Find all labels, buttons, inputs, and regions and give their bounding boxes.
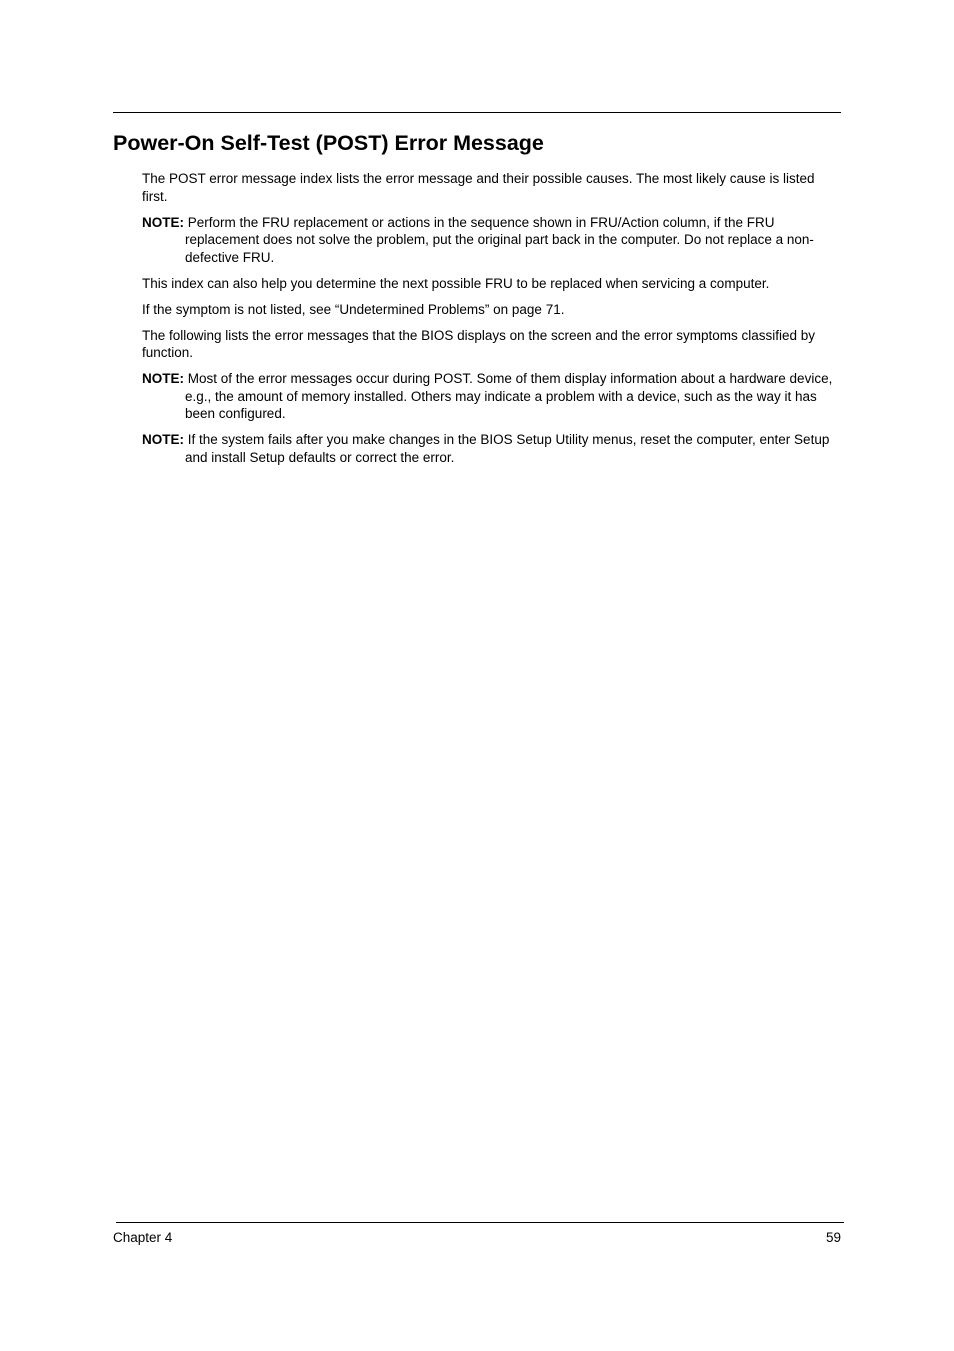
note-label: NOTE: xyxy=(142,371,184,386)
note-post-messages xyxy=(142,370,842,423)
index-paragraph: This index can also help you determine the next possible FRU to be replaced when servicing a computer. xyxy=(142,275,770,291)
note-text: Perform the FRU replacement or actions in the sequence shown in FRU/Action column, if the FRU replacement does not solve the problem, put the original part back in the computer. Do not replace a non-defective FRU. xyxy=(185,214,814,265)
note-label: NOTE: xyxy=(142,214,184,230)
body-text xyxy=(142,170,842,475)
note-setup-defaults xyxy=(142,431,842,466)
footer-page-number: 59 xyxy=(825,1230,841,1245)
page-title: Power-On Self-Test (POST) Error Message xyxy=(113,131,544,155)
symptom-paragraph: If the symptom is not listed, see “Undetermined Problems” on page 71. xyxy=(142,301,565,317)
footer-rule xyxy=(116,1222,844,1223)
footer-chapter: Chapter 4 xyxy=(113,1230,173,1245)
note-text: If the system fails after you make changes in the BIOS Setup Utility menus, reset the computer, enter Setup and install Setup defaults or correct the error. xyxy=(185,432,830,465)
intro-paragraph: The POST error message index lists the error message and their possible causes. The most likely cause is listed first. xyxy=(142,171,815,204)
bios-paragraph: The following lists the error messages that the BIOS displays on the screen and the error symptoms classified by function. xyxy=(142,327,816,360)
note-fru-replacement xyxy=(142,214,842,267)
note-label: NOTE: xyxy=(142,432,184,447)
header-rule xyxy=(113,112,841,113)
note-text: Most of the error messages occur during POST. Some of them display information about a hardware device, e.g., the amount of memory installed. Others may indicate a problem with a device, such as the way it has been configured. xyxy=(185,371,833,421)
